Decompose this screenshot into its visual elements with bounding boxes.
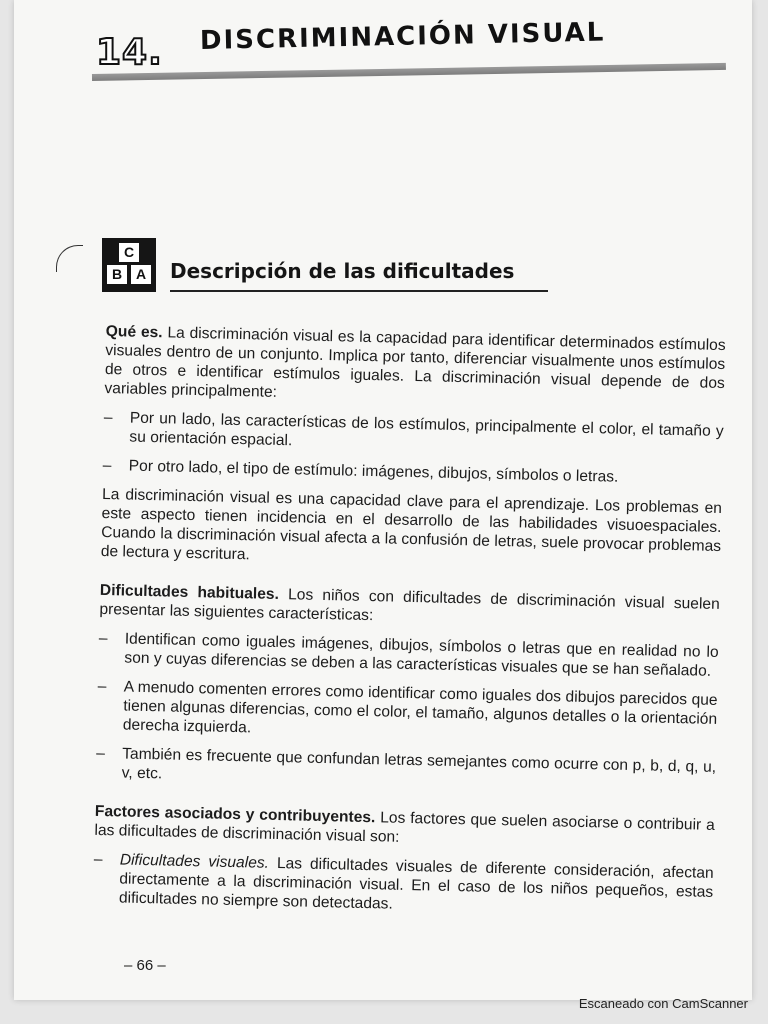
section-title: Descripción de las dificultades <box>170 259 515 283</box>
que-es-paragraph-2: La discriminación visual es una capacidad clave para el aprendizaje. Los problemas en este aspecto tienen incidencia en el desarrollo de las habilidades visuoespaciales. Cuando la discriminación visual afecta a la confusión de letras, suele provocar problemas de lectura y escritura. <box>100 485 723 564</box>
block-c: C <box>118 242 140 263</box>
que-es-heading: Qué es. <box>105 322 163 342</box>
factores-intro: Los factores que suelen asociarse o contribuir a las dificultades de discriminación visual son: <box>94 809 715 846</box>
abc-blocks-icon <box>102 238 156 292</box>
dash-bullet: – <box>102 456 112 475</box>
dash-bullet: – <box>97 677 107 696</box>
factores-paragraph <box>94 802 715 854</box>
body-text <box>93 322 726 931</box>
list-item <box>96 744 717 796</box>
scanner-watermark: Escaneado con CamScanner <box>578 996 748 1011</box>
list-item <box>98 629 719 681</box>
dash-bullet: – <box>98 629 108 648</box>
list-item-text: También es frecuente que confundan letras semejantes como ocurre con p, b, d, q, u, v, etc. <box>121 745 717 783</box>
dash-bullet: – <box>103 408 113 427</box>
dificultades-paragraph <box>99 581 720 633</box>
list-item <box>103 456 723 489</box>
que-es-paragraph <box>104 322 726 412</box>
block-a: A <box>130 264 152 285</box>
list-item-text <box>119 850 714 920</box>
page-number: – 66 – <box>124 957 166 974</box>
list-item-text: Identifican como iguales imágenes, dibujos, símbolos o letras que en realidad no lo son y cuyas diferencias se deben a las características visuales que se han señalado. <box>124 630 719 680</box>
dash-bullet: – <box>93 850 103 869</box>
list-item <box>97 677 718 748</box>
factores-heading: Factores asociados y contribuyentes. <box>94 802 376 827</box>
factor-text: Las dificultades visuales de diferente consideración, afectan directamente a la discriminación visual. En el caso de los niños pequeños, estas dificultades no siempre son detectadas. <box>118 855 714 913</box>
list-item <box>93 850 714 921</box>
list-item-text: Por un lado, las características de los estímulos, principalmente el color, el tamaño y su orientación espacial. <box>129 409 724 450</box>
dificultades-heading: Dificultades habituales. <box>99 581 280 603</box>
factor-term: Dificultades visuales. <box>119 851 270 872</box>
section-underline <box>170 290 548 292</box>
list-item-text: A menudo comenten errores como identificar como iguales dos dibujos parecidos que tienen algunas diferencias, como el color, el tamaño, algunos detalles o la orientación derecha izquierda. <box>122 678 718 737</box>
chapter-number: 14. <box>96 32 163 73</box>
list-item-text: Por otro lado, el tipo de estímulo: imágenes, dibujos, símbolos o letras. <box>128 457 619 486</box>
list-item <box>103 408 724 460</box>
que-es-text: La discriminación visual es la capacidad para identificar determinados estímulos visuales dentro de un conjunto. Implica por tanto, diferenciar visualmente unos estímulos de otros e identificar estímulos iguales. La discriminación visual depende de dos variables principalmente: <box>104 324 726 401</box>
dash-bullet: – <box>96 744 106 763</box>
dificultades-intro: Los niños con dificultades de discriminación visual suelen presentar las siguientes características: <box>99 586 720 625</box>
block-b: B <box>106 264 128 285</box>
chapter-title: DISCRIMINACIÓN VISUAL <box>199 17 606 56</box>
